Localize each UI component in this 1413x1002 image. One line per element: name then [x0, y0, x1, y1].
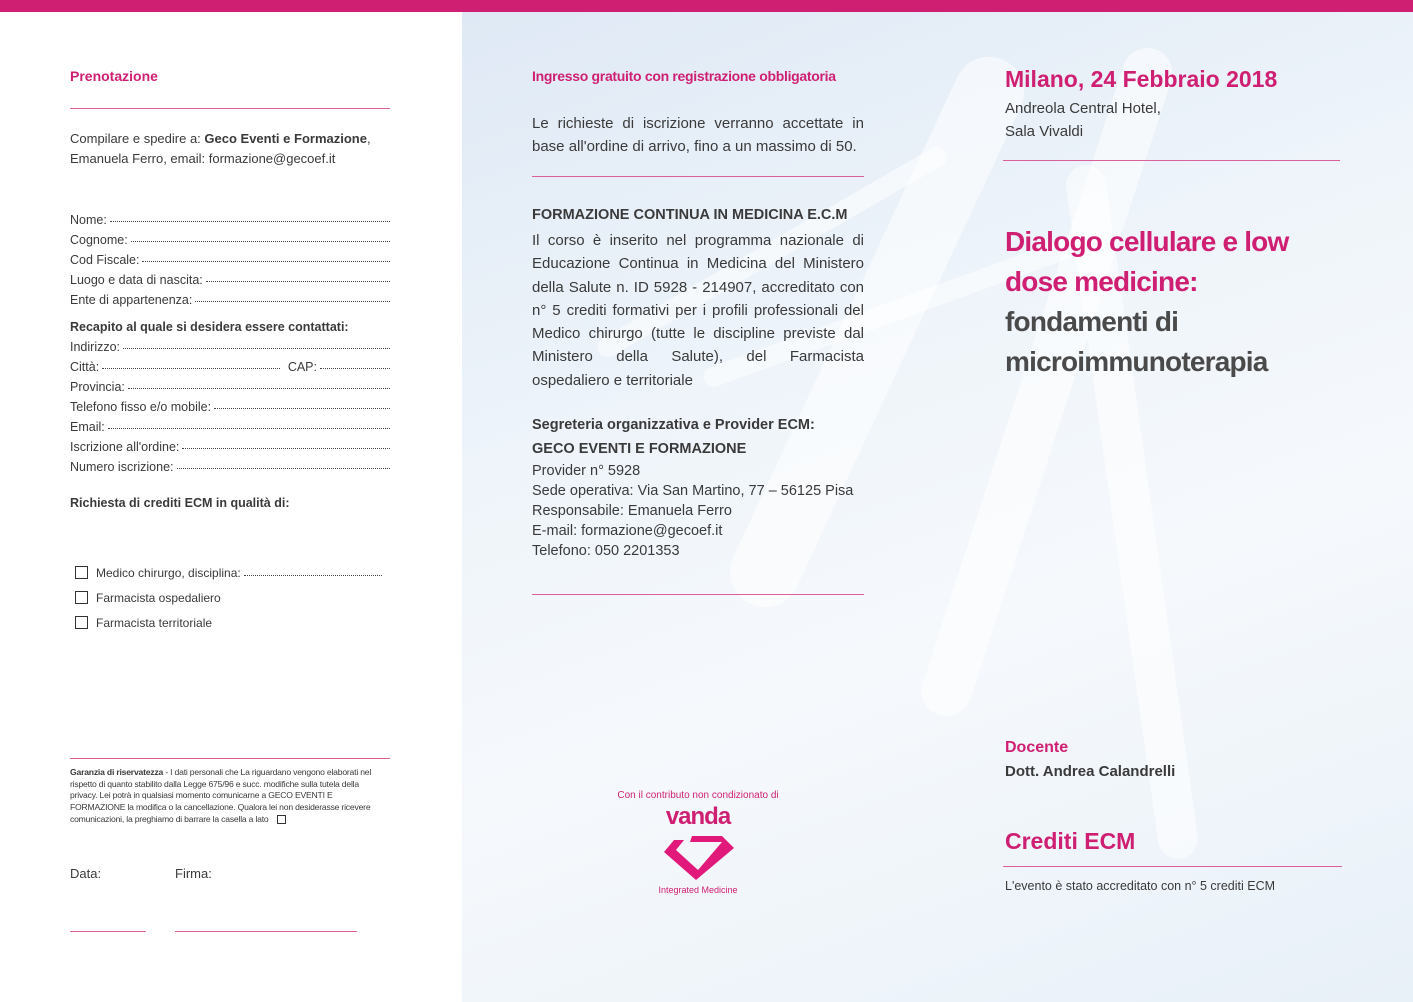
- credits-text: L'evento è stato accreditato con n° 5 crediti ECM: [1005, 879, 1276, 893]
- field-label: Telefono fisso e/o mobile:: [70, 400, 212, 414]
- teacher-name: Dott. Andrea Calandrelli: [1005, 763, 1176, 780]
- divider: [532, 176, 864, 177]
- field-label: Provincia:: [70, 380, 125, 394]
- free-entry-title: Ingresso gratuito con registrazione obbligatoria: [532, 68, 836, 84]
- title-line: fondamenti di: [1005, 306, 1179, 337]
- registration-form: [70, 207, 390, 474]
- sponsor-tagline: Integrated Medicine: [658, 885, 738, 895]
- option-territoriale[interactable]: [75, 610, 390, 635]
- field-label: Cognome:: [70, 233, 128, 247]
- field-label: Città:: [70, 360, 100, 374]
- date-field[interactable]: [70, 931, 146, 932]
- field-label: Luogo e data di nascita:: [70, 273, 203, 287]
- field-label: Ente di appartenenza:: [70, 293, 193, 307]
- option-label: Farmacista ospedaliero: [96, 590, 221, 605]
- contact-heading: Recapito al quale si desidera essere contattati:: [70, 320, 349, 334]
- send-prefix: Compilare e spedire a:: [70, 131, 205, 146]
- title-line: Dialogo cellulare e low: [1005, 226, 1289, 257]
- field-label: Numero iscrizione:: [70, 460, 174, 474]
- field-label: Cod Fiscale:: [70, 253, 140, 267]
- event-date: Milano, 24 Febbraio 2018: [1005, 66, 1278, 92]
- field-numero[interactable]: [70, 454, 390, 474]
- divider: [532, 594, 864, 595]
- field-ente[interactable]: [70, 287, 390, 307]
- teacher-label: Docente: [1005, 739, 1069, 756]
- profile-options: [70, 560, 390, 635]
- ecm-heading: FORMAZIONE CONTINUA IN MEDICINA E.C.M: [532, 207, 848, 223]
- privacy-title: Garanzia di riservatezza: [70, 767, 164, 777]
- field-telefono[interactable]: [70, 394, 390, 414]
- field-citta-cap[interactable]: [70, 354, 390, 374]
- date-label: Data:: [70, 866, 102, 881]
- field-birth[interactable]: [70, 267, 390, 287]
- vanda-heart-icon: [662, 834, 736, 882]
- field-provincia[interactable]: [70, 374, 390, 394]
- field-iscrizione[interactable]: [70, 434, 390, 454]
- ecm-request-heading: Richiesta di crediti ECM in qualità di:: [70, 496, 290, 510]
- field-label: CAP:: [287, 360, 317, 374]
- event-title: [1005, 222, 1288, 382]
- email-line[interactable]: E-mail: formazione@gecoef.it: [532, 523, 723, 539]
- provider-line: Provider n° 5928: [532, 463, 641, 479]
- privacy-notice: [70, 767, 388, 826]
- checkbox[interactable]: [75, 591, 88, 604]
- field-label: Nome:: [70, 213, 107, 227]
- field-label: Email:: [70, 420, 105, 434]
- field-email[interactable]: [70, 414, 390, 434]
- field-label: Indirizzo:: [70, 340, 121, 354]
- field-indirizzo[interactable]: [70, 334, 390, 354]
- signature-field[interactable]: [175, 931, 357, 932]
- checkbox[interactable]: [75, 616, 88, 629]
- option-ospedaliero[interactable]: [75, 585, 390, 610]
- title-line: dose medicine:: [1005, 266, 1198, 297]
- send-org: Geco Eventi e Formazione: [204, 131, 367, 146]
- divider: [70, 108, 390, 109]
- ecm-text: Il corso è inserito nel programma nazionale di Educazione Continua in Medicina del Ministero della Salute n. ID 5928 - 214907, accreditato con n° 5 crediti formativi per i profili professionali del Medico chirurgo (tutte le discipline previste dal Ministero della Salute), del Farmacista ospedaliero e territoriale: [532, 232, 864, 389]
- send-suffix: ,: [366, 131, 371, 146]
- phone-line: Telefono: 050 2201353: [532, 543, 680, 559]
- field-cod-fiscale[interactable]: [70, 247, 390, 267]
- option-label: Farmacista territoriale: [96, 615, 213, 630]
- address-line: Sede operativa: Via San Martino, 77 – 56125 Pisa: [532, 483, 854, 499]
- field-label: Iscrizione all'ordine:: [70, 440, 180, 454]
- divider: [1003, 866, 1342, 867]
- privacy-text: - I dati personali che La riguardano vengono elaborati nel rispetto di quanto stabilito dalla Legge 675/96 e succ. modifiche sulla tutela della privacy. Lei potrà in qualsiasi momento comunicarne a GECO EVENTI E FORMAZIONE la modifica o la cancellazione. Qualora lei non desiderasse ricevere comunicazioni, la preghiamo di barrare la casella a lato: [70, 767, 372, 824]
- booking-title: Prenotazione: [70, 68, 158, 84]
- vanda-logo: vanda: [665, 803, 731, 830]
- checkbox[interactable]: [75, 566, 88, 579]
- field-cognome[interactable]: [70, 227, 390, 247]
- venue-hotel: Andreola Central Hotel,: [1005, 100, 1161, 117]
- org-name: GECO EVENTI E FORMAZIONE: [532, 441, 747, 457]
- signature-label: Firma:: [175, 866, 212, 881]
- secretariat-heading: Segreteria organizzativa e Provider ECM:: [532, 417, 815, 433]
- venue-room: Sala Vivaldi: [1005, 123, 1084, 140]
- venue: [1005, 97, 1161, 143]
- privacy-checkbox[interactable]: [277, 815, 286, 824]
- option-medico[interactable]: [75, 560, 390, 585]
- title-line: microimmunoterapia: [1005, 346, 1268, 377]
- field-nome[interactable]: [70, 207, 390, 227]
- option-label: Medico chirurgo, disciplina:: [96, 565, 241, 580]
- top-accent-bar: [0, 0, 1413, 12]
- divider: [1003, 160, 1340, 161]
- manager-line: Responsabile: Emanuela Ferro: [532, 503, 732, 519]
- divider: [70, 758, 390, 759]
- credits-heading: Crediti ECM: [1005, 828, 1136, 854]
- org-details: [532, 461, 853, 561]
- send-contact: Emanuela Ferro, email: formazione@gecoef.it: [70, 151, 336, 166]
- send-instructions: [70, 129, 371, 169]
- sponsor-caption: Con il contributo non condizionato di: [617, 790, 779, 801]
- intro-text: Le richieste di iscrizione verranno accettate in base all'ordine di arrivo, fino a un massimo di 50.: [532, 115, 864, 156]
